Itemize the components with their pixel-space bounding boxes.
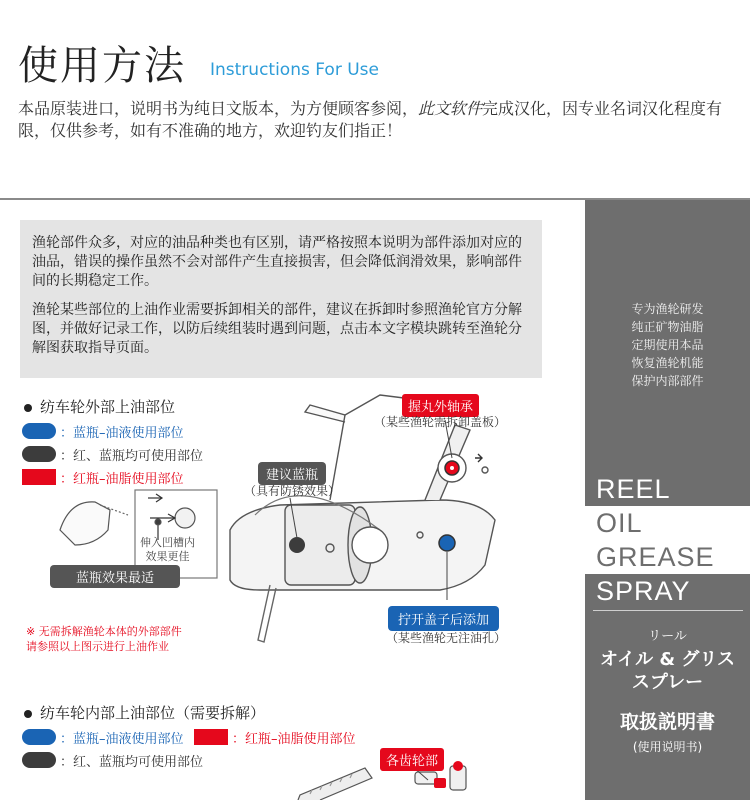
best-effect-label: 蓝瓶效果最适 [50,565,180,588]
notice-paragraph-1: 渔轮部件众多，对应的油品种类也有区别，请严格按照本说明为部件添加对应的油品，错误的操作虽然不会对部件产生直接损害，但会降低润滑效果，影响部件间的长期稳定工作。 [32,235,522,289]
feature-list [585,300,750,390]
jp-reel-label: リール [648,629,687,644]
legend2-grey: ：红、蓝瓶均可使用部位 [22,751,203,769]
gears-label: 各齿轮部 [380,748,444,771]
jp-manual-title: 取扱説明書 [619,711,715,733]
blue-bottle-swatch [22,423,56,439]
suggest-blue-label: 建议蓝瓶 [258,462,326,485]
feature-item: 定期使用本品 [631,338,704,352]
blue-bottle-swatch [22,729,56,745]
intro-part1: 本品原装进口，说明书为纯日文版本，为方便顾客参阅， [18,99,419,118]
bullet-icon [24,404,32,412]
section-interior-title: 纺车轮内部上油部位（需要拆解） [24,702,265,723]
intro-italic: 此文软件 [418,99,483,118]
intro-part2: 完成汉化，因专业名词汉化程度有限，仅供参考，如有不准确的地方，欢迎钓友们指正！ [18,99,723,140]
red-bottle-swatch [194,729,228,745]
feature-item: 保护内部部件 [631,374,704,388]
feature-item: 恢复渔轮机能 [631,356,704,370]
warning-note: ※ 无需拆解渔轮本体的外部部件 请参照以上图示进行上油作业 [26,625,182,653]
legend-grey: ：红、蓝瓶均可使用部位 [22,445,203,463]
suggest-blue-caption: （具有防锈效果） [244,484,341,498]
product-word-oil: OIL [585,506,750,540]
product-sidebar [585,200,750,800]
section-exterior-title: 纺车轮外部上油部位 [24,396,175,417]
instructions-panel [0,200,585,800]
cn-manual-title: (使用说明书) [632,740,703,754]
oil-port-caption: （某些渔轮无注油孔） [386,631,507,645]
notice-paragraph-2[interactable]: 渔轮某些部位的上油作业需要拆卸相关的部件，建议在拆卸时参照渔轮官方分解图，并做好记录工作，以防后续组装时遇到问题，点击本文字模块跳转至渔轮分解图获取指导页面。 [32,302,522,356]
legend2-red: ：红瓶–油脂使用部位 [194,728,356,746]
product-word-spray: SPRAY [596,576,691,606]
oil-port-point-blue [439,535,455,551]
sidebar-divider [593,610,743,611]
grey-bottle-swatch [22,752,56,768]
groove-caption: 伸入凹槽内 效果更佳 [140,536,195,563]
intro-text [18,98,743,142]
legend2-blue: ：蓝瓶–油液使用部位 [22,728,184,746]
product-word-grease: GREASE [585,540,750,574]
bullet-icon [24,710,32,718]
jp-product-name: オイル & グリス スプレー [600,649,735,693]
grey-bottle-swatch [22,446,56,462]
oil-port-label: 拧开盖子后添加 [388,606,499,631]
header [0,0,750,200]
feature-item: 纯正矿物油脂 [631,320,704,334]
gear-point-red-2 [453,761,463,771]
page-title: 使用方法 [18,43,186,89]
legend-red: ：红瓶–油脂使用部位 [22,468,184,486]
handle-bearing-label: 握丸外轴承 [402,394,479,417]
legend-blue: ：蓝瓶–油液使用部位 [22,422,184,440]
line-roller-point-grey [289,537,305,553]
page-subtitle: Instructions For Use [210,60,379,80]
feature-item: 专为渔轮研发 [631,302,704,316]
handle-bearing-caption: （某些渔轮需拆卸盖板） [374,415,507,429]
reel-exterior-illustration [230,395,495,642]
product-word-reel: REEL [596,474,671,504]
gear-point-red-1 [434,778,446,788]
red-bottle-swatch [22,469,56,485]
